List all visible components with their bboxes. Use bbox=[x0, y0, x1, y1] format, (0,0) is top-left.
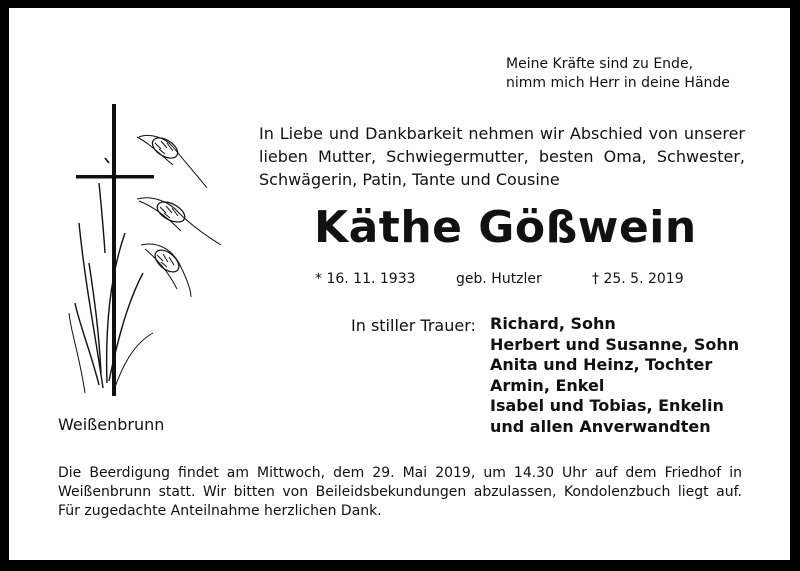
intro-text: In Liebe und Dankbarkeit nehmen wir Abschied von unserer lieben Mutter, Schwiegermutter, besten Oma, Schwester, Schwägerin, Patin, Tante und Cousine bbox=[259, 124, 745, 189]
death-date: † 25. 5. 2019 bbox=[592, 271, 684, 287]
place-name: Weißenbrunn bbox=[58, 415, 165, 434]
mourner-item: Herbert und Susanne, Sohn bbox=[490, 334, 740, 354]
maiden-name: geb. Hutzler bbox=[456, 271, 542, 287]
deceased-name: Käthe Gößwein bbox=[314, 202, 697, 253]
obituary-card bbox=[9, 8, 790, 560]
wheat-ears-icon bbox=[69, 134, 221, 393]
funeral-notice bbox=[58, 464, 742, 521]
mourner-item: Armin, Enkel bbox=[490, 375, 605, 395]
motto-verse bbox=[506, 55, 730, 93]
cross-with-wheat-icon bbox=[65, 103, 225, 403]
mourner-item: und allen Anverwandten bbox=[490, 416, 711, 436]
funeral-line-2: Weißenbrunn statt. Wir bitten von Beileidsbekundungen abzulassen, Kondolenzbuch liegt auf. bbox=[58, 484, 742, 500]
birth-date: * 16. 11. 1933 bbox=[315, 271, 416, 287]
motto-line-1: Meine Kräfte sind zu Ende, bbox=[506, 56, 694, 72]
mourner-item: Richard, Sohn bbox=[490, 314, 616, 333]
mourners-label: In stiller Trauer: bbox=[351, 316, 476, 335]
mourner-item: Anita und Heinz, Tochter bbox=[490, 355, 713, 374]
mourners-list bbox=[490, 314, 739, 437]
funeral-line-3: Für zugedachte Anteilnahme herzlichen Dank. bbox=[58, 503, 382, 519]
motto-line-2: nimm mich Herr in deine Hände bbox=[506, 75, 730, 91]
funeral-line-1: Die Beerdigung findet am Mittwoch, dem 29. Mai 2019, um 14.30 Uhr auf dem Friedhof in bbox=[58, 465, 742, 481]
mourner-item: Isabel und Tobias, Enkelin bbox=[490, 396, 724, 415]
